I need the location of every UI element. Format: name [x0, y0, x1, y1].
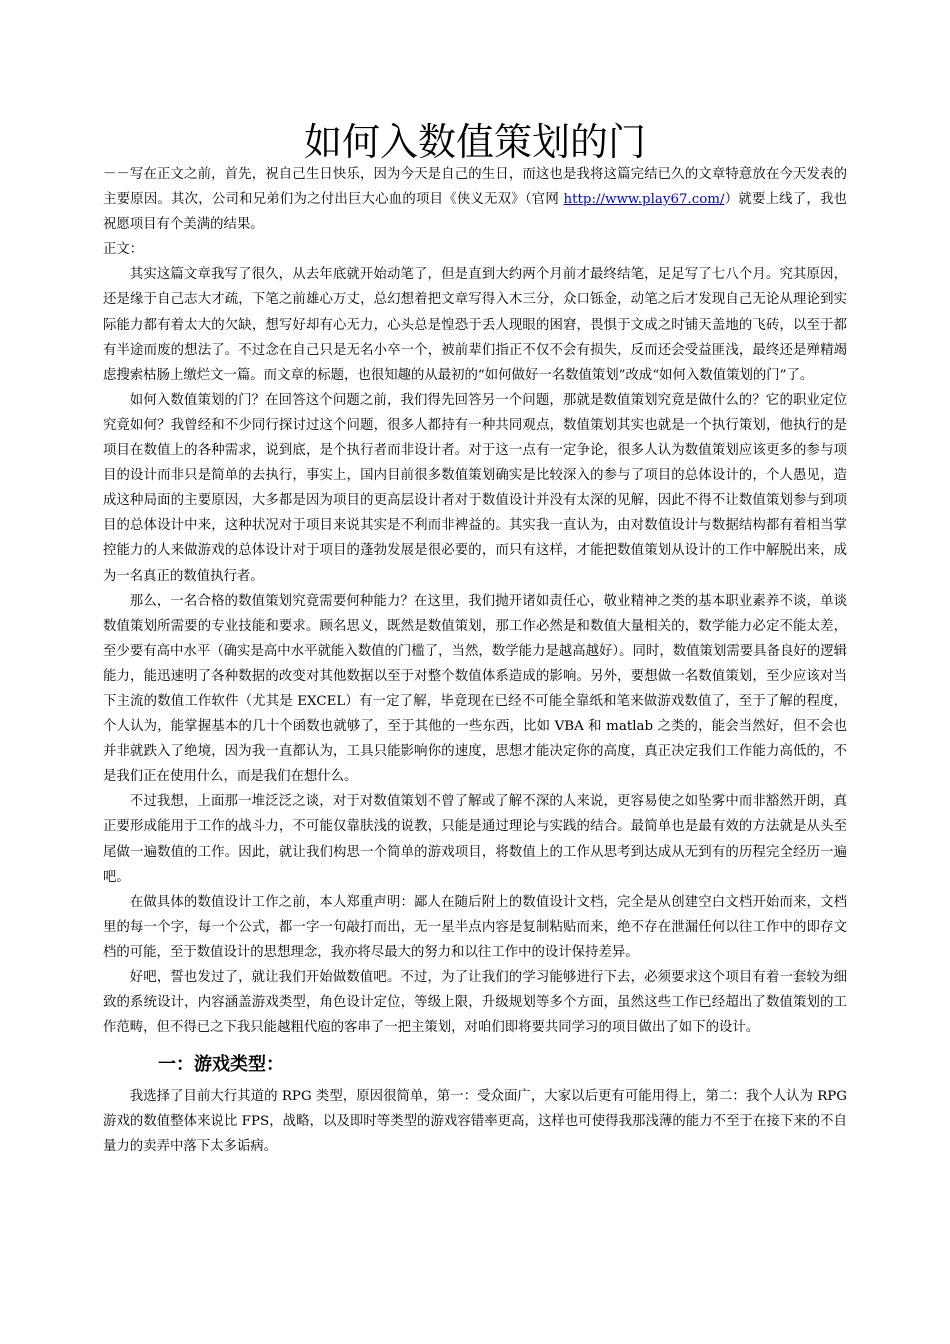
- paragraph-1: 其实这篇文章我写了很久，从去年底就开始动笔了，但是直到大约两个月前才最终结笔，足足写了七八个月。究其原因，还是缘于自己志大才疏，下笔之前雄心万丈，总幻想着把文章写得入木三分，众口铄金，动笔之后才发现自己无论从理论到实际能力都有着太大的欠缺，想写好却有心无力，心头总是惶恐于丢人现眼的困窘，畏惧于文成之时铺天盖地的飞砖，以至于都有半途而废的想法了。不过念在自己只是无名小卒一个，被前辈们指正不仅不会有损失，反而还会受益匪浅，最终还是殚精竭虑搜索枯肠上缴烂文一篇。而文章的标题，也很知趣的从最初的“如何做好一名数值策划”改成“如何入数值策划的门”了。: [103, 267, 847, 383]
- paragraph-5: 在做具体的数值设计工作之前，本人郑重声明：鄙人在随后附上的数值设计文档，完全是从创建空白文档开始而来，文档里的每一个字，每一个公式，都一字一句敲打而出，无一星半点内容是复制粘贴而来，绝不存在泄漏任何以往工作中的即存文档的可能，至于数值设计的思想理念，我亦将尽最大的努力和以往工作中的设计保持差异。: [103, 894, 847, 960]
- section-heading-game-type: 一：游戏类型：: [158, 1054, 284, 1076]
- preface-text-after-link: ）就要上线了，我也祝愿项目有个美满的结果。: [103, 192, 847, 233]
- paragraph-6: 好吧，誓也发过了，就让我们开始做数值吧。不过，为了让我们的学习能够进行下去，必须要求这个项目有着一套较为细致的系统设计，内容涵盖游戏类型，角色设计定位，等级上限，升级规划等多个方面，虽然这些工作已经超出了数值策划的工作范畴，但不得已之下我只能越粗代庖的客串了一把主策划，对咱们即将要共同学习的项目做出了如下的设计。: [103, 970, 847, 1036]
- body-label: 正文：: [103, 242, 144, 258]
- paragraph-2: 如何入数值策划的门？在回答这个问题之前，我们得先回答另一个问题，那就是数值策划究竟是做什么的？它的职业定位究竟如何？我曾经和不少同行探讨过这个问题，很多人都持有一种共同观点，数值策划其实也就是一个执行策划，他执行的是项目在数值上的各种需求，说到底，是个执行者而非设计者。对于这一点有一定争论，很多人认为数值策划应该更多的参与项目的设计而非只是简单的去执行，事实上，国内目前很多数值策划确实是比较深入的参与了项目的总体设计的，个人愚见，造成这种局面的主要原因，大多都是因为项目的更高层设计者对于数值设计并没有太深的见解，因此不得不让数值策划参与到项目的总体设计中来，这种状况对于项目来说其实是不利而非裨益的。其实我一直认为，由对数值设计与数据结构都有着相当掌控能力的人来做游戏的总体设计对于项目的蓬勃发展是很必要的，而只有这样，才能把数值策划从设计的工作中解脱出来，成为一名真正的数值执行者。: [103, 392, 847, 584]
- official-site-link[interactable]: http://www.play67.com/: [563, 192, 725, 208]
- document-title: 如何入数值策划的门: [303, 120, 646, 164]
- preface-paragraph: [103, 162, 847, 237]
- section-paragraph: 我选择了目前大行其道的 RPG 类型，原因很简单，第一：受众面广，大家以后更有可能用得上，第二：我个人认为 RPG 游戏的数值整体来说比 FPS，战略，以及即时等类型的游戏容错率更高，这样也可使得我那浅薄的能力不至于在接下来的不自量力的卖弄中落下太多诟病。: [103, 1089, 847, 1155]
- paragraph-4: 不过我想，上面那一堆泛泛之谈，对于对数值策划不曾了解或了解不深的人来说，更容易使之如坠雾中而非豁然开朗，真正要形成能用于工作的战斗力，不可能仅靠肤浅的说教，只能是通过理论与实践的结合。最简单也是最有效的方法就是从头至尾做一遍数值的工作。因此，就让我们构思一个简单的游戏项目，将数值上的工作从思考到达成从无到有的历程完全经历一遍吧。: [103, 794, 847, 885]
- document-body: [103, 162, 847, 1160]
- paragraph-3: 那么，一名合格的数值策划究竟需要何种能力？在这里，我们抛开诸如责任心，敬业精神之类的基本职业素养不谈，单谈数值策划所需要的专业技能和要求。顾名思义，既然是数值策划，那工作必然是和数值大量相关的，数学能力必定不能太差，至少要有高中水平（确实是高中水平就能入数值的门槛了，当然，数学能力是越高越好）。同时，数值策划需要具备良好的逻辑能力，能迅速明了各种数据的改变对其他数据以至于对整个数值体系造成的影响。另外，要想做一名数值策划，至少应该对当下主流的数值工作软件（尤其是 EXCEL）有一定了解，毕竟现在已经不可能全靠纸和笔来做游戏数值了，至于了解的程度，个人认为，能掌握基本的几十个函数也就够了，至于其他的一些东西，比如 VBA 和 matlab 之类的，能会当然好，但不会也并非就跌入了绝境，因为我一直都认为，工具只能影响你的速度，思想才能决定你的高度，真正决定我们工作能力高低的，不是我们正在使用什么，而是我们在想什么。: [103, 593, 847, 785]
- preface-text-before-link: －－写在正文之前，首先，祝自己生日快乐，因为今天是自己的生日，而这也是我将这篇完结已久的文章特意放在今天发表的主要原因。其次，公司和兄弟们为之付出巨大心血的项目《侠义无双》（官网: [103, 167, 847, 208]
